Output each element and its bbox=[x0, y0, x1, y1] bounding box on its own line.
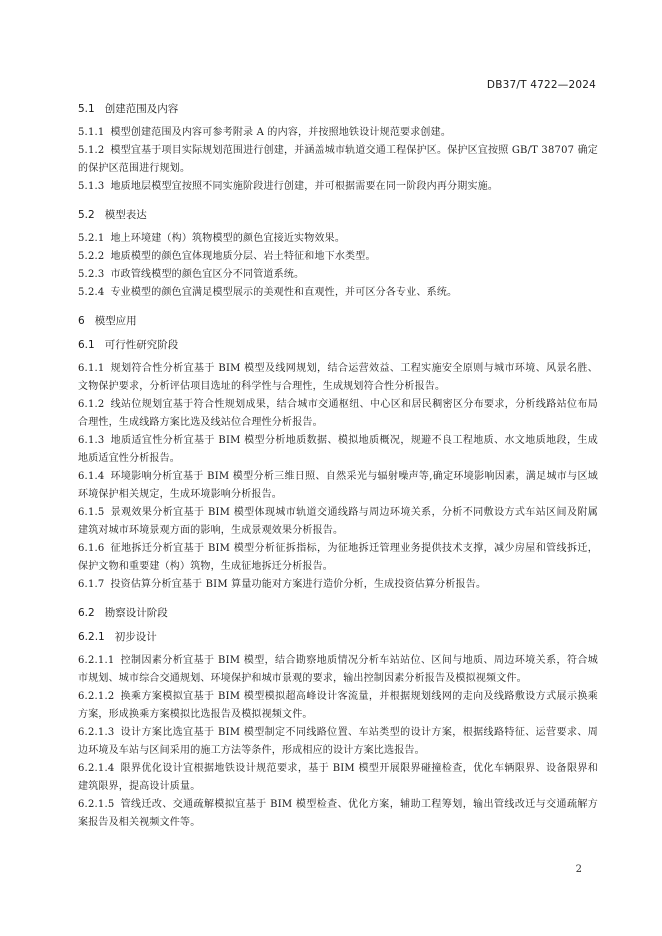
clause-number: 6.1.4 bbox=[78, 471, 105, 482]
heading-number: 6.2 bbox=[78, 607, 95, 619]
clause-6-1-5 bbox=[78, 504, 598, 540]
clause-number: 6.1.2 bbox=[78, 399, 105, 410]
clause-number: 6.2.1.4 bbox=[78, 763, 115, 774]
clause-5-1-3 bbox=[78, 178, 598, 196]
clause-number: 5.1.2 bbox=[78, 145, 105, 156]
clause-number: 5.1.1 bbox=[78, 127, 105, 138]
heading-6-2-1 bbox=[78, 628, 598, 646]
clause-number: 6.2.1.2 bbox=[78, 691, 115, 702]
clause-number: 6.1.5 bbox=[78, 507, 105, 518]
clause-6-2-1-5 bbox=[78, 796, 598, 832]
heading-number: 6 bbox=[78, 315, 85, 327]
clause-5-2-3 bbox=[78, 266, 598, 284]
clause-text: 管线迁改、交通疏解模拟宜基于 BIM 模型检查、优化方案，辅助工程筹划，输出管线改迁与交通疏解方案报告及相关视频文件等。 bbox=[78, 799, 598, 828]
clause-6-2-1-4 bbox=[78, 760, 598, 796]
clause-text: 限界优化设计宜根据地铁设计规范要求，基于 BIM 模型开展限界碰撞检查，优化车辆限界、设备限界和建筑限界，提高设计质量。 bbox=[78, 763, 598, 792]
clause-text: 专业模型的颜色宜满足模型展示的美观性和直观性，并可区分各专业、系统。 bbox=[110, 287, 458, 298]
heading-title: 可行性研究阶段 bbox=[104, 339, 179, 351]
clause-number: 5.1.3 bbox=[78, 181, 105, 192]
document-code: DB37/T 4722—2024 bbox=[486, 79, 596, 91]
clause-number: 6.1.7 bbox=[78, 579, 105, 590]
clause-text: 换乘方案模拟宜基于 BIM 模型模拟超高峰设计客流量，并根据规划线网的走向及线路敷设方式展示换乘方案，形成换乘方案模拟比选报告及模拟视频文件。 bbox=[78, 691, 598, 720]
heading-title: 模型表达 bbox=[104, 209, 147, 221]
clause-number: 6.1.1 bbox=[78, 363, 105, 374]
heading-title: 初步设计 bbox=[114, 631, 157, 643]
heading-title: 模型应用 bbox=[94, 315, 137, 327]
clause-number: 5.2.1 bbox=[78, 233, 105, 244]
clause-5-2-4 bbox=[78, 284, 598, 302]
clause-text: 景观效果分析宜基于 BIM 模型体现城市轨道交通线路与周边环境关系，分析不同敷设方式车站区间及附属建筑对城市环境景观方面的影响，生成景观效果分析报告。 bbox=[78, 507, 598, 536]
clause-text: 环境影响分析宜基于 BIM 模型分析三维日照、自然采光与辐射噪声等,确定环境影响因素，满足城市与区域环境保护相关规定，生成环境影响分析报告。 bbox=[78, 471, 598, 500]
clause-text: 控制因素分析宜基于 BIM 模型，结合勘察地质情况分析车站站位、区间与地质、周边环境关系，符合城市规划、城市综合交通规划、环境保护和城市景观的要求，输出控制因素分析报告及模拟视频文件。 bbox=[78, 655, 598, 684]
clause-text: 地质地层模型宜按照不同实施阶段进行创建，并可根据需要在同一阶段内再分期实施。 bbox=[110, 181, 499, 192]
heading-number: 5.2 bbox=[78, 209, 95, 221]
clause-number: 6.1.6 bbox=[78, 543, 105, 554]
clause-text: 投资估算分析宜基于 BIM 算量功能对方案进行造价分析，生成投资估算分析报告。 bbox=[110, 579, 487, 590]
clause-6-1-2 bbox=[78, 396, 598, 432]
clause-text: 模型宜基于项目实际规划范围进行创建，并涵盖城市轨道交通工程保护区。保护区宜按照 GB/T 38707 确定的保护区范围进行规划。 bbox=[78, 145, 598, 174]
clause-number: 5.2.4 bbox=[78, 287, 105, 298]
clause-number: 6.1.3 bbox=[78, 435, 105, 446]
clause-6-2-1-2 bbox=[78, 688, 598, 724]
page-number: 2 bbox=[575, 864, 582, 875]
clause-text: 地质模型的颜色宜体现地质分层、岩土特征和地下水类型。 bbox=[110, 251, 376, 262]
heading-6 bbox=[78, 312, 598, 330]
clause-6-2-1-3 bbox=[78, 724, 598, 760]
clause-6-1-3 bbox=[78, 432, 598, 468]
clause-text: 地上环境建（构）筑物模型的颜色宜接近实物效果。 bbox=[110, 233, 346, 244]
clause-text: 地质适宜性分析宜基于 BIM 模型分析地质数据、模拟地质概况，规避不良工程地质、水文地质地段，生成地质适宜性分析报告。 bbox=[78, 435, 598, 464]
clause-text: 模型创建范围及内容可参考附录 A 的内容，并按照地铁设计规范要求创建。 bbox=[110, 127, 452, 138]
clause-6-1-7 bbox=[78, 576, 598, 594]
clause-6-2-1-1 bbox=[78, 652, 598, 688]
document-body bbox=[78, 100, 598, 832]
clause-number: 6.2.1.5 bbox=[78, 799, 115, 810]
clause-text: 线站位规划宜基于符合性规划成果，结合城市交通枢纽、中心区和居民稠密区分布要求，分析线路站位布局合理性，生成线路方案比选及线站位合理性分析报告。 bbox=[78, 399, 598, 428]
clause-text: 设计方案比选宜基于 BIM 模型制定不同线路位置、车站类型的设计方案，根据线路特征、运营要求、周边环境及车站与区间采用的施工方法等条件，形成相应的设计方案比选报告。 bbox=[78, 727, 598, 756]
heading-title: 创建范围及内容 bbox=[104, 103, 179, 115]
clause-5-1-1 bbox=[78, 124, 598, 142]
heading-5-2 bbox=[78, 206, 598, 224]
heading-title: 勘察设计阶段 bbox=[104, 607, 168, 619]
clause-6-1-4 bbox=[78, 468, 598, 504]
heading-5-1 bbox=[78, 100, 598, 118]
clause-5-1-2 bbox=[78, 142, 598, 178]
clause-text: 市政管线模型的颜色宜区分不同管道系统。 bbox=[110, 269, 305, 280]
heading-6-2 bbox=[78, 604, 598, 622]
heading-number: 5.1 bbox=[78, 103, 95, 115]
clause-6-1-6 bbox=[78, 540, 598, 576]
heading-number: 6.1 bbox=[78, 339, 95, 351]
clause-6-1-1 bbox=[78, 360, 598, 396]
clause-text: 征地拆迁分析宜基于 BIM 模型分析征拆指标，为征地拆迁管理业务提供技术支撑，减少房屋和管线拆迁，保护文物和重要建（构）筑物，生成征地拆迁分析报告。 bbox=[78, 543, 598, 572]
clause-5-2-2 bbox=[78, 248, 598, 266]
clause-number: 6.2.1.3 bbox=[78, 727, 115, 738]
clause-number: 6.2.1.1 bbox=[78, 655, 115, 666]
heading-6-1 bbox=[78, 336, 598, 354]
heading-number: 6.2.1 bbox=[78, 631, 105, 643]
clause-number: 5.2.2 bbox=[78, 251, 105, 262]
clause-5-2-1 bbox=[78, 230, 598, 248]
clause-text: 规划符合性分析宜基于 BIM 模型及线网规划，结合运营效益、工程实施安全原则与城市环境、风景名胜、文物保护要求，分析评估项目选址的科学性与合理性，生成规划符合性分析报告。 bbox=[78, 363, 598, 392]
clause-number: 5.2.3 bbox=[78, 269, 105, 280]
